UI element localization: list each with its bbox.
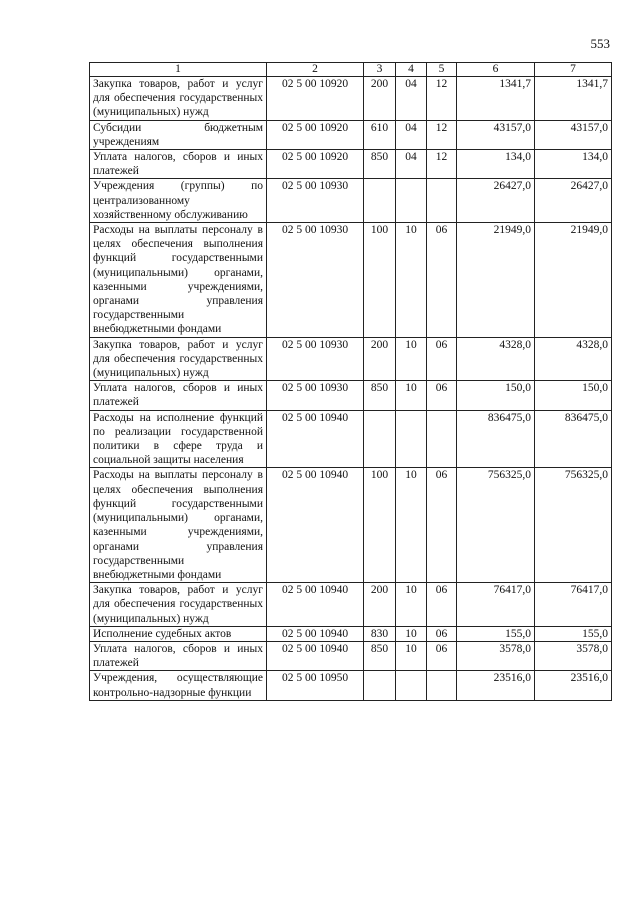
cell-code: 02 5 00 10930 [267, 337, 364, 381]
cell-code: 02 5 00 10920 [267, 120, 364, 149]
table-row [90, 626, 612, 641]
cell-col5 [427, 671, 457, 700]
cell-amount-col7: 21949,0 [535, 223, 612, 338]
cell-col3 [364, 410, 396, 468]
column-header: 5 [427, 63, 457, 77]
cell-amount-col7: 836475,0 [535, 410, 612, 468]
cell-code: 02 5 00 10940 [267, 641, 364, 670]
cell-description: Закупка товаров, работ и услуг для обеспечения государственных (муниципальных) нужд [90, 77, 267, 121]
table-row [90, 77, 612, 121]
table-row [90, 179, 612, 223]
cell-amount-col6: 3578,0 [457, 641, 535, 670]
cell-amount-col6: 26427,0 [457, 179, 535, 223]
budget-table [89, 62, 612, 701]
table-row [90, 120, 612, 149]
cell-col5: 06 [427, 381, 457, 410]
cell-code: 02 5 00 10930 [267, 381, 364, 410]
table-row [90, 641, 612, 670]
table-row [90, 468, 612, 583]
cell-description: Уплата налогов, сборов и иных платежей [90, 150, 267, 179]
cell-code: 02 5 00 10940 [267, 468, 364, 583]
cell-amount-col6: 836475,0 [457, 410, 535, 468]
cell-amount-col7: 3578,0 [535, 641, 612, 670]
column-header: 6 [457, 63, 535, 77]
cell-description: Учреждения, осуществляющие контрольно-надзорные функции [90, 671, 267, 700]
cell-amount-col7: 26427,0 [535, 179, 612, 223]
cell-description: Исполнение судебных актов [90, 626, 267, 641]
cell-amount-col6: 1341,7 [457, 77, 535, 121]
cell-col4 [396, 410, 427, 468]
cell-amount-col6: 150,0 [457, 381, 535, 410]
cell-col4: 10 [396, 626, 427, 641]
column-header: 4 [396, 63, 427, 77]
cell-col4: 10 [396, 641, 427, 670]
column-header: 1 [90, 63, 267, 77]
cell-col4: 04 [396, 77, 427, 121]
cell-code: 02 5 00 10930 [267, 223, 364, 338]
cell-code: 02 5 00 10920 [267, 150, 364, 179]
table-row [90, 583, 612, 627]
cell-col3: 610 [364, 120, 396, 149]
cell-col5: 06 [427, 641, 457, 670]
cell-amount-col6: 134,0 [457, 150, 535, 179]
cell-amount-col7: 155,0 [535, 626, 612, 641]
cell-amount-col7: 134,0 [535, 150, 612, 179]
cell-code: 02 5 00 10940 [267, 583, 364, 627]
cell-amount-col7: 4328,0 [535, 337, 612, 381]
page-number: 553 [590, 36, 610, 51]
cell-description: Уплата налогов, сборов и иных платежей [90, 641, 267, 670]
cell-description: Закупка товаров, работ и услуг для обеспечения государственных (муниципальных) нужд [90, 583, 267, 627]
cell-col4: 10 [396, 468, 427, 583]
cell-description: Учреждения (группы) по централизованному хозяйственному обслуживанию [90, 179, 267, 223]
cell-col3: 200 [364, 77, 396, 121]
cell-col5: 06 [427, 583, 457, 627]
cell-col4: 04 [396, 150, 427, 179]
cell-col5 [427, 179, 457, 223]
cell-amount-col6: 23516,0 [457, 671, 535, 700]
cell-col3: 830 [364, 626, 396, 641]
column-header: 3 [364, 63, 396, 77]
cell-amount-col6: 21949,0 [457, 223, 535, 338]
cell-amount-col7: 1341,7 [535, 77, 612, 121]
cell-amount-col6: 4328,0 [457, 337, 535, 381]
cell-col4: 10 [396, 337, 427, 381]
cell-col5: 12 [427, 120, 457, 149]
cell-description: Расходы на выплаты персоналу в целях обеспечения выполнения функций государственными (муниципальными) органами, казенными учреждениями, органами управления государственными внебюджетными фондами [90, 223, 267, 338]
table-row [90, 671, 612, 700]
cell-col4: 10 [396, 381, 427, 410]
cell-col3: 200 [364, 583, 396, 627]
cell-description: Субсидии бюджетным учреждениям [90, 120, 267, 149]
cell-amount-col6: 155,0 [457, 626, 535, 641]
cell-description: Расходы на выплаты персоналу в целях обеспечения выполнения функций государственными (муниципальными) органами, казенными учреждениями, органами управления государственными внебюджетными фондами [90, 468, 267, 583]
cell-col4: 04 [396, 120, 427, 149]
cell-amount-col6: 756325,0 [457, 468, 535, 583]
cell-col5: 06 [427, 468, 457, 583]
column-header: 2 [267, 63, 364, 77]
cell-col5: 12 [427, 150, 457, 179]
table-row [90, 223, 612, 338]
cell-amount-col7: 756325,0 [535, 468, 612, 583]
cell-description: Расходы на исполнение функций по реализации государственной политики в сфере труда и социальной защиты населения [90, 410, 267, 468]
cell-col3: 100 [364, 223, 396, 338]
cell-amount-col6: 43157,0 [457, 120, 535, 149]
table-row [90, 150, 612, 179]
cell-code: 02 5 00 10940 [267, 410, 364, 468]
cell-col4 [396, 671, 427, 700]
cell-col5 [427, 410, 457, 468]
cell-col3: 200 [364, 337, 396, 381]
cell-col3: 100 [364, 468, 396, 583]
cell-col5: 06 [427, 337, 457, 381]
cell-amount-col7: 23516,0 [535, 671, 612, 700]
table-row [90, 337, 612, 381]
cell-col3: 850 [364, 150, 396, 179]
cell-col5: 06 [427, 223, 457, 338]
cell-col4: 10 [396, 223, 427, 338]
cell-col4 [396, 179, 427, 223]
cell-col3 [364, 179, 396, 223]
cell-col3 [364, 671, 396, 700]
cell-amount-col7: 43157,0 [535, 120, 612, 149]
table-row [90, 410, 612, 468]
header-row [90, 63, 612, 77]
cell-description: Уплата налогов, сборов и иных платежей [90, 381, 267, 410]
cell-code: 02 5 00 10950 [267, 671, 364, 700]
table-row [90, 381, 612, 410]
cell-col5: 12 [427, 77, 457, 121]
cell-amount-col7: 76417,0 [535, 583, 612, 627]
cell-col5: 06 [427, 626, 457, 641]
cell-code: 02 5 00 10930 [267, 179, 364, 223]
cell-code: 02 5 00 10920 [267, 77, 364, 121]
cell-col4: 10 [396, 583, 427, 627]
cell-code: 02 5 00 10940 [267, 626, 364, 641]
cell-col3: 850 [364, 381, 396, 410]
cell-description: Закупка товаров, работ и услуг для обеспечения государственных (муниципальных) нужд [90, 337, 267, 381]
cell-amount-col6: 76417,0 [457, 583, 535, 627]
cell-amount-col7: 150,0 [535, 381, 612, 410]
column-header: 7 [535, 63, 612, 77]
cell-col3: 850 [364, 641, 396, 670]
